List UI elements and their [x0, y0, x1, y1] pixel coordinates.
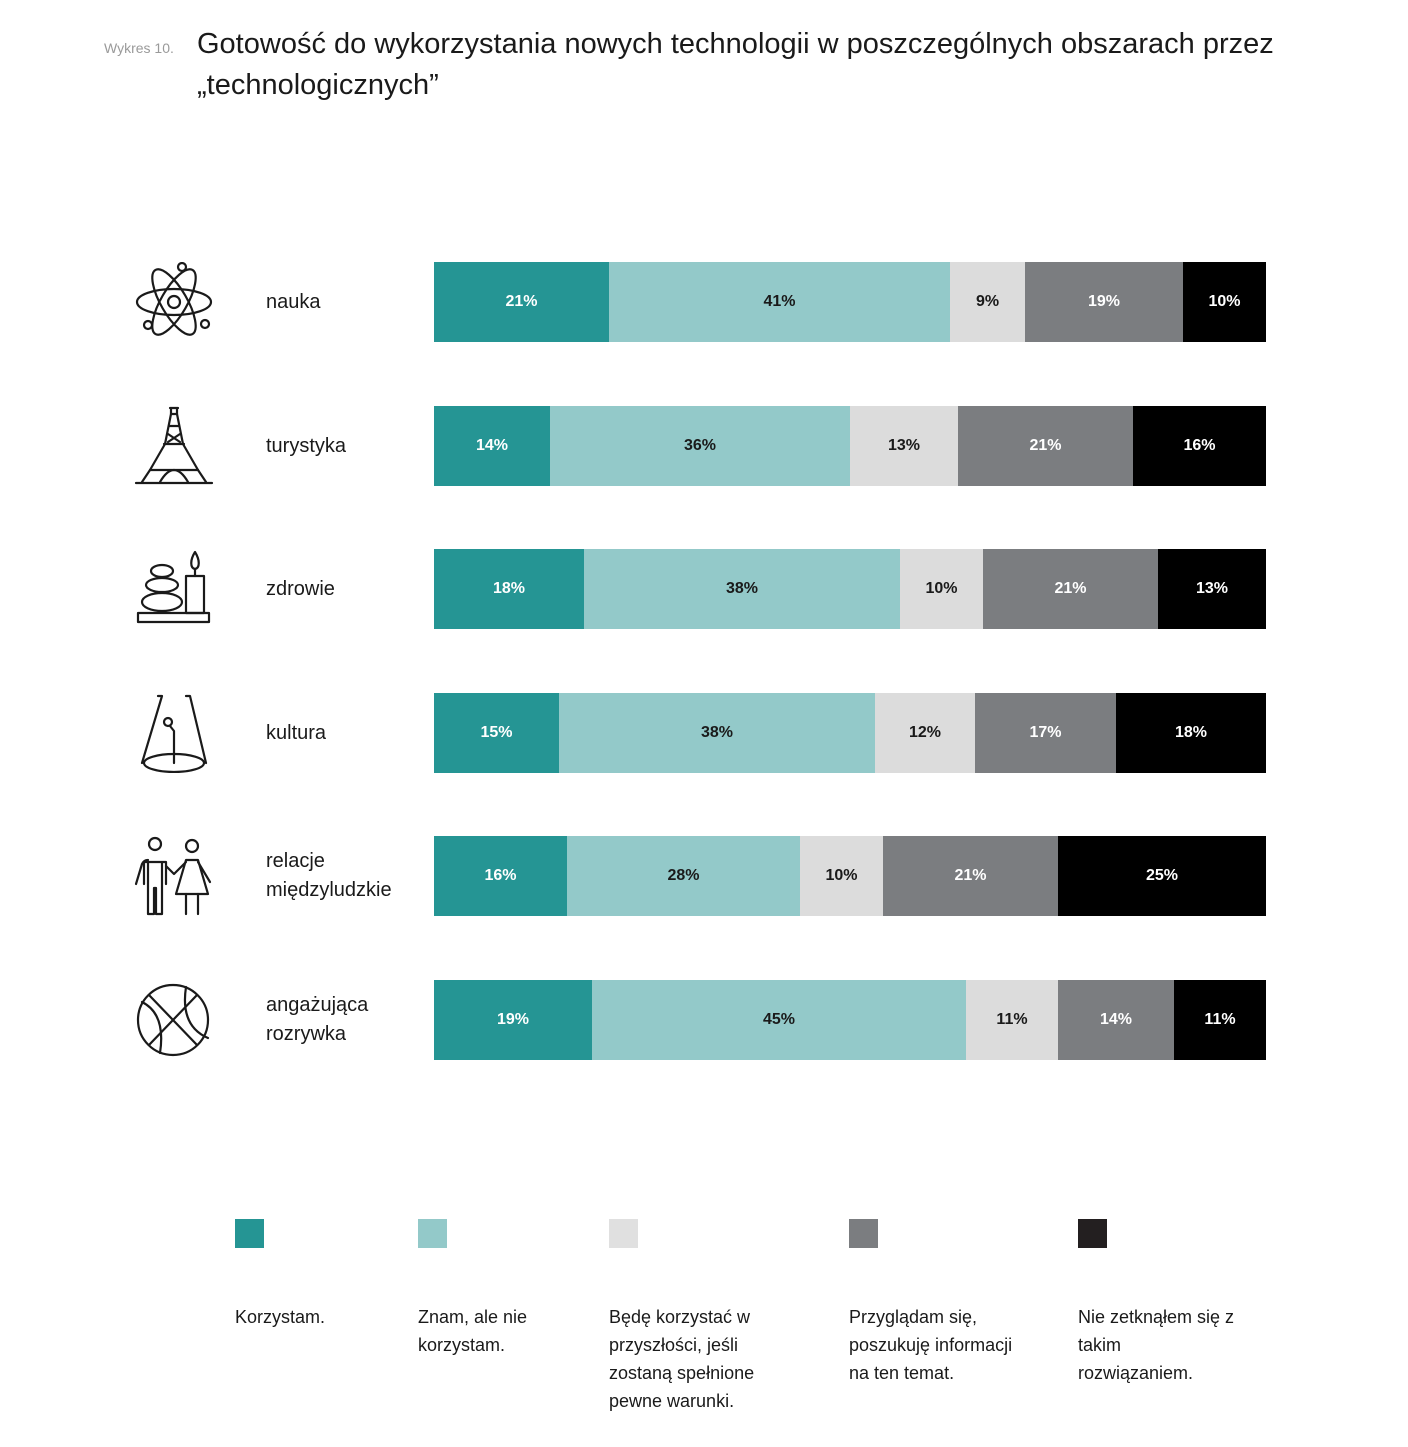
data-label: 13%: [887, 437, 921, 454]
atom-icon: [130, 262, 218, 342]
legend-swatch: [849, 1219, 878, 1248]
bar-segment: [1158, 549, 1266, 629]
chart-title: Gotowość do wykorzystania nowych technologii w poszczególnych obszarach przez „technologicznych”: [197, 28, 1274, 101]
bar-segment: [950, 262, 1025, 342]
bar-segment: [983, 549, 1158, 629]
bar-segment: [434, 262, 609, 342]
data-label: 21%: [1029, 437, 1062, 454]
bar-segment: [1058, 836, 1266, 916]
data-label: 14%: [1099, 1011, 1133, 1028]
data-label: 17%: [1029, 724, 1062, 741]
couple-icon: [130, 836, 218, 916]
data-label: 41%: [763, 293, 796, 310]
category-label: relacje międzyludzkie: [266, 850, 392, 901]
legend-item: [418, 1219, 528, 1355]
legend-item: [235, 1219, 326, 1327]
bar-segment: [434, 406, 550, 486]
category-label: zdrowie: [266, 577, 335, 600]
bar-row: [0, 836, 1408, 916]
legend-item: [1078, 1219, 1235, 1383]
legend-label: Nie zetknąłem się z takim rozwiązaniem.: [1078, 1307, 1235, 1383]
stage-spotlight-microphone-icon: [130, 693, 218, 773]
bar-segment: [966, 980, 1058, 1060]
bar-segment: [584, 549, 900, 629]
bar-row: [0, 549, 1408, 629]
data-label: 11%: [996, 1011, 1028, 1028]
data-label: 45%: [762, 1011, 796, 1028]
data-label: 21%: [505, 293, 538, 310]
data-label: 10%: [1208, 293, 1241, 310]
data-label: 25%: [1145, 867, 1179, 884]
legend-label: Będę korzystać w przyszłości, jeśli zostaną spełnione pewne warunki.: [609, 1307, 755, 1411]
figure-label: Wykres 10.: [104, 40, 174, 56]
bar-segment: [434, 980, 592, 1060]
bar-segment: [975, 693, 1116, 773]
bar-segment: [592, 980, 966, 1060]
data-label: 19%: [496, 1011, 530, 1028]
bar-segment: [883, 836, 1058, 916]
bar-segment: [609, 262, 950, 342]
data-label: 21%: [1054, 580, 1087, 597]
bar-row: [0, 693, 1408, 773]
data-label: 36%: [683, 437, 717, 454]
bar-segment: [550, 406, 850, 486]
data-label: 13%: [1195, 580, 1229, 597]
bar-row: [0, 262, 1408, 342]
bar-segment: [800, 836, 883, 916]
legend-swatch: [1078, 1219, 1107, 1248]
data-label: 18%: [1174, 724, 1208, 741]
bar-segment: [434, 693, 559, 773]
legend-item: [609, 1219, 755, 1411]
spa-stones-candle-icon: [130, 549, 218, 629]
data-label: 11%: [1204, 1011, 1236, 1028]
data-label: 12%: [908, 724, 942, 741]
data-label: 10%: [925, 580, 958, 597]
bar-segment: [434, 549, 584, 629]
legend-label: Przyglądam się, poszukuję informacji na ten temat.: [849, 1307, 1013, 1383]
legend-label: Znam, ale nie korzystam.: [418, 1307, 528, 1355]
category-label: turystyka: [266, 434, 347, 457]
bar-segment: [1116, 693, 1266, 773]
bar-row: [0, 980, 1408, 1060]
data-label: 15%: [480, 724, 513, 741]
legend-swatch: [418, 1219, 447, 1248]
data-label: 9%: [975, 293, 1000, 310]
stacked-bar: [434, 406, 1266, 486]
data-label: 14%: [475, 437, 509, 454]
bar-segment: [1025, 262, 1183, 342]
bar-segment: [434, 836, 567, 916]
stacked-bar: [434, 262, 1266, 342]
data-label: 19%: [1087, 293, 1121, 310]
legend-swatch: [609, 1219, 638, 1248]
category-label: angażująca rozrywka: [266, 994, 369, 1045]
data-label: 16%: [484, 867, 517, 884]
legend-item: [849, 1219, 1013, 1383]
stacked-bar: [434, 980, 1266, 1060]
bar-segment: [958, 406, 1133, 486]
data-label: 16%: [1183, 437, 1216, 454]
bar-segment: [559, 693, 875, 773]
data-label: 38%: [700, 724, 734, 741]
bar-row: [0, 406, 1408, 486]
stacked-bar: [434, 836, 1266, 916]
bar-segment: [1133, 406, 1266, 486]
category-label: kultura: [266, 721, 327, 744]
bar-segment: [875, 693, 975, 773]
data-label: 10%: [825, 867, 858, 884]
legend-label: Korzystam.: [235, 1307, 326, 1327]
eiffel-tower-icon: [130, 406, 218, 486]
bar-segment: [1174, 980, 1266, 1060]
bar-segment: [567, 836, 800, 916]
data-label: 18%: [492, 580, 526, 597]
legend-swatch: [235, 1219, 264, 1248]
stacked-bar: [434, 549, 1266, 629]
bar-segment: [900, 549, 983, 629]
data-label: 28%: [667, 867, 700, 884]
data-label: 21%: [954, 867, 987, 884]
bar-segment: [1183, 262, 1266, 342]
bar-segment: [1058, 980, 1174, 1060]
stacked-bar: [434, 693, 1266, 773]
bar-segment: [850, 406, 958, 486]
category-label: nauka: [266, 290, 321, 313]
data-label: 38%: [725, 580, 759, 597]
basketball-icon: [130, 980, 218, 1060]
